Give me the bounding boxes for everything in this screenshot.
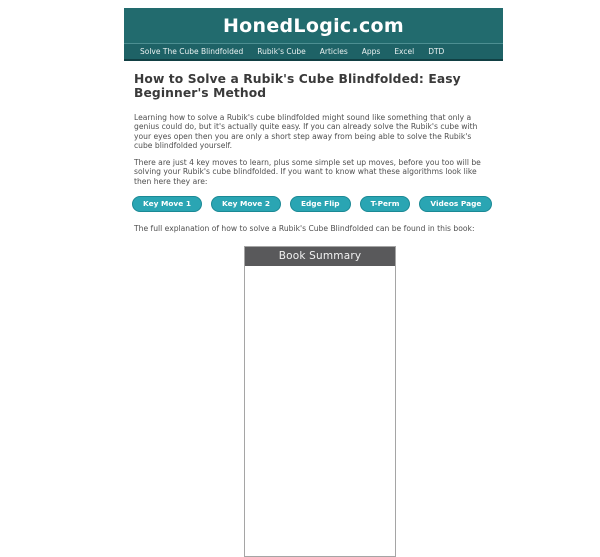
key-move-1-button[interactable]: Key Move 1 — [132, 196, 202, 212]
nav-item-dtd[interactable]: DTD — [428, 47, 445, 56]
page-container — [124, 0, 503, 557]
key-move-2-button[interactable]: Key Move 2 — [211, 196, 281, 212]
nav-item-rubiks-cube[interactable]: Rubik's Cube — [257, 47, 306, 56]
nav-item-excel[interactable]: Excel — [394, 47, 415, 56]
nav-item-solve-the-cube-blindfolded[interactable]: Solve The Cube Blindfolded — [140, 47, 244, 56]
book-summary-box — [244, 246, 396, 557]
edge-flip-button[interactable]: Edge Flip — [290, 196, 351, 212]
book-summary-header: Book Summary — [245, 247, 395, 267]
nav-item-apps[interactable]: Apps — [361, 47, 381, 56]
t-perm-button[interactable]: T-Perm — [360, 196, 411, 212]
site-banner — [124, 8, 503, 43]
book-summary-body — [245, 266, 395, 556]
main-nav — [124, 43, 503, 61]
book-note: The full explanation of how to solve a Rubik's Cube Blindfolded can be found in this book: — [134, 223, 475, 233]
videos-page-button[interactable]: Videos Page — [419, 196, 492, 212]
algorithm-button-row — [132, 196, 503, 212]
site-title: HonedLogic.com — [222, 14, 405, 37]
intro-paragraph: Learning how to solve a Rubik's cube blindfolded might sound like something that only a genius could do, but it's actually quite easy. If you can already solve the Rubik's cube with your eyes open then you are only a short step away from being able to solve the Rubik's cube blindfolded yourself. — [134, 113, 478, 150]
moves-paragraph: There are just 4 key moves to learn, plus some simple set up moves, before you too will be solving your Rubik's cube blindfolded. If you want to know what these algorithms look like then here they are: — [134, 158, 481, 186]
nav-item-articles[interactable]: Articles — [319, 47, 348, 56]
page-title: How to Solve a Rubik's Cube Blindfolded: Easy Beginner's Method — [134, 72, 461, 100]
